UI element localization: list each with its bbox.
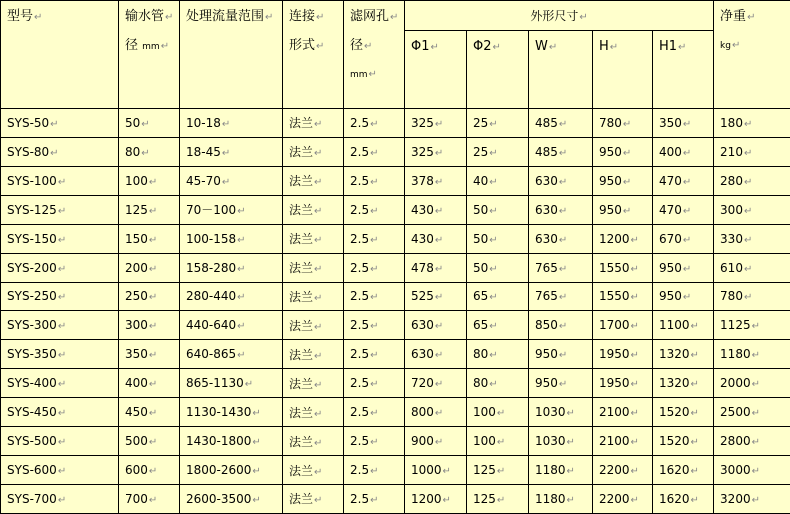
cell-conn: 法兰↵ [283,195,344,224]
cell-conn: 法兰↵ [283,427,344,456]
header-phi2: Φ2↵ [467,31,529,109]
cell-h1: 1320↵ [653,369,714,398]
cell-kg: 1125↵ [714,311,790,340]
cell-model: SYS-200↵ [1,253,119,282]
cell-conn: 法兰↵ [283,253,344,282]
cell-dn: 700↵ [119,484,180,513]
cell-model: SYS-600↵ [1,456,119,485]
cell-phi2: 100↵ [467,398,529,427]
cell-kg: 2500↵ [714,398,790,427]
cell-dn: 125↵ [119,195,180,224]
cell-w: 485↵ [529,137,593,166]
cell-conn: 法兰↵ [283,224,344,253]
cell-model: SYS-500↵ [1,427,119,456]
cell-phi1: 900↵ [405,427,467,456]
cell-h: 950↵ [593,195,653,224]
cell-model: SYS-100↵ [1,166,119,195]
cell-h: 2100↵ [593,398,653,427]
cell-phi1: 720↵ [405,369,467,398]
cell-w: 630↵ [529,224,593,253]
cell-model: SYS-350↵ [1,340,119,369]
cell-phi1: 325↵ [405,137,467,166]
cell-kg: 3000↵ [714,456,790,485]
cell-w: 1030↵ [529,398,593,427]
cell-flow: 100-158↵ [180,224,283,253]
cell-phi1: 525↵ [405,282,467,311]
cell-h: 950↵ [593,137,653,166]
cell-conn: 法兰↵ [283,109,344,138]
cell-h: 2100↵ [593,427,653,456]
cell-flow: 865-1130↵ [180,369,283,398]
cell-dn: 300↵ [119,311,180,340]
cell-dn: 350↵ [119,340,180,369]
cell-h: 1550↵ [593,282,653,311]
cell-dn: 100↵ [119,166,180,195]
cell-conn: 法兰↵ [283,484,344,513]
cell-h1: 350↵ [653,109,714,138]
table-row [1,224,790,253]
table-row [1,195,790,224]
cell-model: SYS-250↵ [1,282,119,311]
header-w: W↵ [529,31,593,109]
cell-w: 630↵ [529,166,593,195]
cell-mesh: 2.5↵ [344,456,405,485]
cell-h1: 950↵ [653,253,714,282]
cell-conn: 法兰↵ [283,456,344,485]
cell-mesh: 2.5↵ [344,109,405,138]
table-row [1,282,790,311]
cell-model: SYS-300↵ [1,311,119,340]
cell-h1: 470↵ [653,195,714,224]
cell-phi2: 50↵ [467,253,529,282]
cell-h1: 1100↵ [653,311,714,340]
cell-h1: 470↵ [653,166,714,195]
cell-phi1: 630↵ [405,340,467,369]
cell-phi2: 80↵ [467,340,529,369]
cell-model: SYS-50↵ [1,109,119,138]
cell-conn: 法兰↵ [283,311,344,340]
cell-flow: 2600-3500↵ [180,484,283,513]
cell-h: 2200↵ [593,484,653,513]
header-mesh-size: 滤网孔↵ 径↵ mm↵ [344,1,405,109]
cell-conn: 法兰↵ [283,282,344,311]
cell-phi2: 50↵ [467,195,529,224]
cell-h1: 1620↵ [653,456,714,485]
cell-kg: 780↵ [714,282,790,311]
cell-w: 630↵ [529,195,593,224]
cell-flow: 1130-1430↵ [180,398,283,427]
table-row [1,311,790,340]
cell-mesh: 2.5↵ [344,282,405,311]
cell-h: 1950↵ [593,369,653,398]
cell-dn: 400↵ [119,369,180,398]
cell-flow: 45-70↵ [180,166,283,195]
cell-mesh: 2.5↵ [344,224,405,253]
cell-w: 1180↵ [529,484,593,513]
cell-phi2: 25↵ [467,137,529,166]
cell-w: 850↵ [529,311,593,340]
cell-h1: 1520↵ [653,427,714,456]
cell-w: 950↵ [529,369,593,398]
cell-mesh: 2.5↵ [344,311,405,340]
cell-flow: 70－100↵ [180,195,283,224]
cell-flow: 1430-1800↵ [180,427,283,456]
table-row [1,137,790,166]
cell-mesh: 2.5↵ [344,166,405,195]
cell-mesh: 2.5↵ [344,369,405,398]
cell-w: 950↵ [529,340,593,369]
cell-phi1: 478↵ [405,253,467,282]
header-phi1: Φ1↵ [405,31,467,109]
cell-conn: 法兰↵ [283,166,344,195]
cell-phi1: 630↵ [405,311,467,340]
cell-phi2: 25↵ [467,109,529,138]
header-h: H↵ [593,31,653,109]
cell-phi2: 65↵ [467,282,529,311]
cell-kg: 2000↵ [714,369,790,398]
cell-h1: 1320↵ [653,340,714,369]
table-row [1,398,790,427]
cell-w: 1180↵ [529,456,593,485]
cell-w: 485↵ [529,109,593,138]
cell-dn: 150↵ [119,224,180,253]
cell-mesh: 2.5↵ [344,427,405,456]
table-row [1,427,790,456]
cell-mesh: 2.5↵ [344,195,405,224]
cell-phi2: 50↵ [467,224,529,253]
cell-w: 1030↵ [529,427,593,456]
cell-model: SYS-80↵ [1,137,119,166]
cell-mesh: 2.5↵ [344,484,405,513]
cell-mesh: 2.5↵ [344,137,405,166]
header-pipe-diameter: 输水管↵ 径 mm↵ [119,1,180,109]
cell-phi2: 125↵ [467,484,529,513]
cell-flow: 18-45↵ [180,137,283,166]
cell-dn: 200↵ [119,253,180,282]
cell-h: 1700↵ [593,311,653,340]
cell-flow: 1800-2600↵ [180,456,283,485]
cell-kg: 280↵ [714,166,790,195]
table-row [1,253,790,282]
cell-kg: 1180↵ [714,340,790,369]
cell-model: SYS-150↵ [1,224,119,253]
cell-h: 1550↵ [593,253,653,282]
cell-phi1: 800↵ [405,398,467,427]
cell-kg: 210↵ [714,137,790,166]
header-model: 型号↵ [1,1,119,109]
cell-h: 1200↵ [593,224,653,253]
cell-flow: 158-280↵ [180,253,283,282]
cell-kg: 2800↵ [714,427,790,456]
cell-kg: 330↵ [714,224,790,253]
cell-model: SYS-125↵ [1,195,119,224]
cell-w: 765↵ [529,253,593,282]
cell-phi1: 1000↵ [405,456,467,485]
cell-conn: 法兰↵ [283,369,344,398]
cell-model: SYS-450↵ [1,398,119,427]
table-row [1,369,790,398]
cell-mesh: 2.5↵ [344,340,405,369]
header-dimensions: 外形尺寸↵ [405,1,714,31]
cell-phi2: 125↵ [467,456,529,485]
cell-dn: 500↵ [119,427,180,456]
cell-flow: 280-440↵ [180,282,283,311]
cell-kg: 610↵ [714,253,790,282]
cell-phi2: 80↵ [467,369,529,398]
table-row [1,484,790,513]
cell-kg: 300↵ [714,195,790,224]
cell-h: 780↵ [593,109,653,138]
cell-h: 2200↵ [593,456,653,485]
cell-dn: 80↵ [119,137,180,166]
cell-phi1: 1200↵ [405,484,467,513]
header-flow-range: 处理流量范围↵ [180,1,283,109]
cell-mesh: 2.5↵ [344,253,405,282]
cell-h1: 670↵ [653,224,714,253]
cell-phi2: 65↵ [467,311,529,340]
cell-conn: 法兰↵ [283,398,344,427]
cell-kg: 3200↵ [714,484,790,513]
cell-h1: 400↵ [653,137,714,166]
cell-flow: 440-640↵ [180,311,283,340]
header-h1: H1↵ [653,31,714,109]
cell-phi2: 100↵ [467,427,529,456]
cell-phi1: 430↵ [405,224,467,253]
cell-conn: 法兰↵ [283,137,344,166]
cell-phi1: 325↵ [405,109,467,138]
cell-h1: 1520↵ [653,398,714,427]
table-body [1,109,790,514]
cell-mesh: 2.5↵ [344,398,405,427]
table-row [1,109,790,138]
cell-dn: 600↵ [119,456,180,485]
cell-h1: 1620↵ [653,484,714,513]
cell-h1: 950↵ [653,282,714,311]
header-connection: 连接↵ 形式↵ [283,1,344,109]
cell-phi1: 378↵ [405,166,467,195]
cell-model: SYS-400↵ [1,369,119,398]
cell-phi1: 430↵ [405,195,467,224]
cell-flow: 640-865↵ [180,340,283,369]
table-row [1,340,790,369]
cell-phi2: 40↵ [467,166,529,195]
header-weight: 净重↵ kg↵ [714,1,790,109]
cell-model: SYS-700↵ [1,484,119,513]
cell-dn: 250↵ [119,282,180,311]
cell-conn: 法兰↵ [283,340,344,369]
cell-w: 765↵ [529,282,593,311]
table-row [1,166,790,195]
table-row [1,456,790,485]
cell-dn: 50↵ [119,109,180,138]
cell-h: 950↵ [593,166,653,195]
cell-kg: 180↵ [714,109,790,138]
cell-h: 1950↵ [593,340,653,369]
cell-dn: 450↵ [119,398,180,427]
cell-flow: 10-18↵ [180,109,283,138]
